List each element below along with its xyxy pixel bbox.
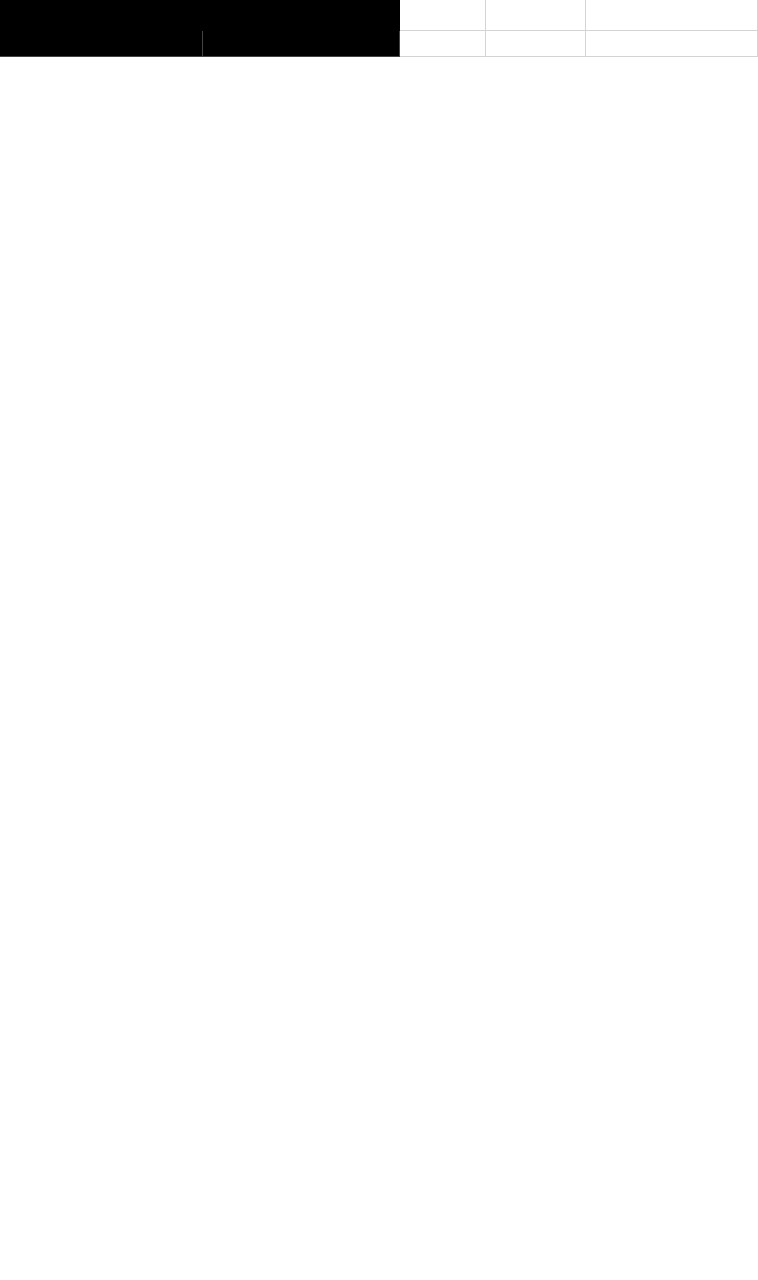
empty-cell[interactable] [586,31,758,57]
earnings-header-curating[interactable] [203,31,400,57]
earnings-header-row [0,31,758,57]
earnings-header-label[interactable] [0,31,203,57]
empty-cell[interactable] [486,0,586,31]
empty-cell[interactable] [486,31,586,57]
title-row-empty-cells [400,0,758,31]
empty-cell[interactable] [400,0,486,31]
empty-cell[interactable] [586,0,758,31]
empty-cell[interactable] [400,31,486,57]
sheet-title [0,0,400,31]
